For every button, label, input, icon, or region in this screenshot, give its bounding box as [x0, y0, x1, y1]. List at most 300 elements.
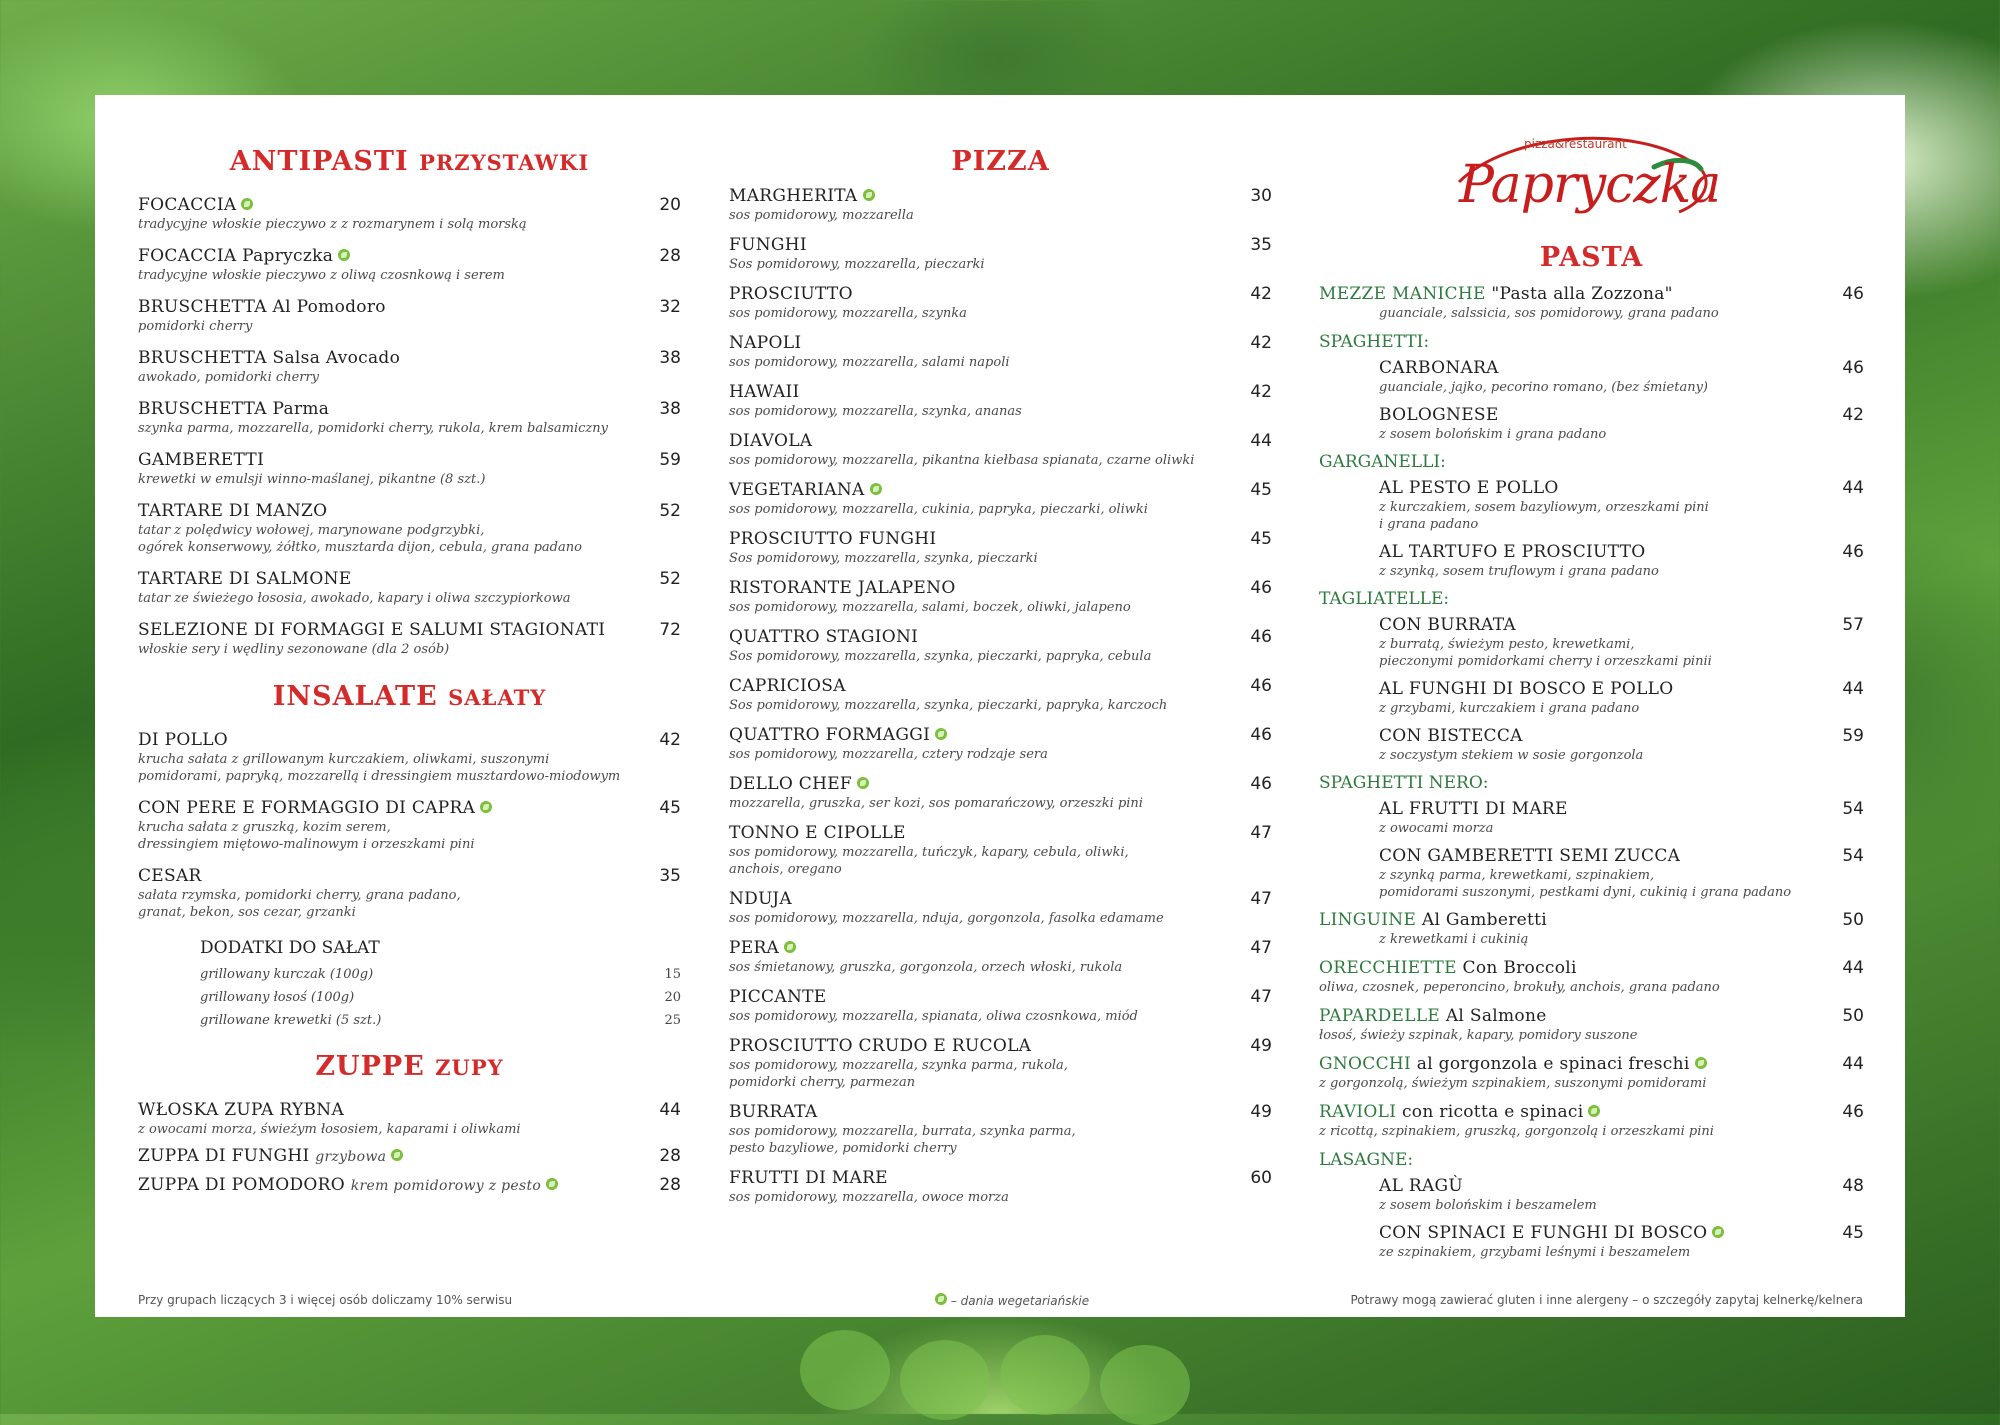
item-name-text: DELLO CHEF: [729, 774, 852, 794]
salad-extra-name: grillowany kurczak (100g): [200, 967, 374, 982]
item-name-text: AL FUNGHI DI BOSCO E POLLO: [1379, 679, 1674, 699]
item-price: 46: [1250, 725, 1272, 745]
vegetarian-leaf-icon: [784, 941, 796, 953]
menu-item: [729, 1167, 1272, 1206]
item-description: Sos pomidorowy, mozzarella, pieczarki: [729, 257, 985, 272]
item-name-text: ZUPPA DI POMODORO: [138, 1175, 346, 1195]
column-middle: [729, 145, 1272, 1216]
menu-item: [138, 1174, 681, 1196]
item-description: z soczystym stekiem w sosie gorgonzola: [1379, 748, 1644, 763]
item-name-text: CON SPINACI E FUNGHI DI BOSCO: [1379, 1223, 1708, 1243]
item-name: [1379, 725, 1824, 747]
item-description: krucha sałata z gruszką, kozim serem, dressingiem miętowo-malinowym i orzeszkami pini: [138, 820, 475, 852]
item-description: tradycyjne włoskie pieczywo z oliwą czosnkową i serem: [138, 268, 505, 283]
item-price: 72: [659, 620, 681, 640]
menu-item: [138, 449, 681, 488]
item-name: [729, 283, 1232, 305]
item-name: [138, 398, 641, 420]
item-name-text: FOCACCIA: [138, 195, 237, 215]
item-name: [1379, 1175, 1824, 1197]
vegetarian-leaf-icon: [1695, 1057, 1707, 1069]
item-price: 38: [659, 348, 681, 368]
pasta-type-label: MEZZE MANICHE: [1319, 284, 1486, 304]
pasta-group-lasagne: LASAGNE:: [1319, 1150, 1414, 1170]
item-price: 44: [1250, 431, 1272, 451]
salad-extra-row: [200, 986, 681, 1009]
item-name-text: con ricotta e spinaci: [1401, 1102, 1584, 1122]
item-name-text: RISTORANTE JALAPENO: [729, 578, 956, 598]
menu-item: [729, 381, 1272, 420]
item-description: awokado, pomidorki cherry: [138, 370, 320, 385]
item-name-text: VEGETARIANA: [729, 480, 865, 500]
zuppe-list: [138, 1099, 681, 1196]
item-description: z ricottą, szpinakiem, gruszką, gorgonzolą i orzeszkami pini: [1319, 1124, 1714, 1139]
item-name: [1319, 1053, 1824, 1075]
item-description: sos pomidorowy, mozzarella, burrata, szynka parma, pesto bazyliowe, pomidorki cherry: [729, 1124, 1076, 1156]
item-name: [729, 185, 1232, 207]
menu-item: [729, 332, 1272, 371]
item-name: [729, 479, 1232, 501]
item-price: 49: [1250, 1102, 1272, 1122]
item-description: z szynką parma, krewetkami, szpinakiem, pomidorami suszonymi, pestkami dyni, cukinią i grana padano: [1379, 868, 1792, 900]
item-name: [729, 1035, 1232, 1057]
item-name: [138, 865, 641, 887]
item-price: 45: [1250, 529, 1272, 549]
antipasti-list: [138, 194, 681, 658]
pasta-item-gnocchi: [1319, 1053, 1864, 1092]
menu-item: [729, 1101, 1272, 1157]
item-name: [1319, 283, 1824, 305]
item-description: pomidorki cherry: [138, 319, 253, 334]
item-name-text: AL PESTO E POLLO: [1379, 478, 1559, 498]
item-inline-desc: grzybowa: [315, 1149, 387, 1165]
item-name-text: MARGHERITA: [729, 186, 858, 206]
item-price: 46: [1842, 358, 1864, 378]
pasta-item-orecchiette: [1319, 957, 1864, 996]
item-description: sos pomidorowy, mozzarella, szynka, ananas: [729, 404, 1022, 419]
pasta-group-tagliatelle: TAGLIATELLE:: [1319, 589, 1450, 609]
item-price: 20: [659, 195, 681, 215]
item-name: [729, 773, 1232, 795]
item-description: Sos pomidorowy, mozzarella, szynka, pieczarki, papryka, cebula: [729, 649, 1152, 664]
item-description: guanciale, jajko, pecorino romano, (bez śmietany): [1379, 380, 1708, 395]
antipasti-title: ANTIPASTI PRZYSTAWKI: [229, 146, 590, 177]
menu-item: [729, 528, 1272, 567]
menu-item: [729, 822, 1272, 878]
pasta-title: PASTA: [1539, 242, 1644, 273]
item-name: [138, 729, 641, 751]
pasta-sub-item: [1319, 541, 1864, 580]
vegetarian-leaf-icon: [391, 1149, 403, 1161]
item-name-text: DI POLLO: [138, 730, 229, 750]
item-price: 57: [1842, 615, 1864, 635]
menu-item: [138, 619, 681, 658]
item-price: 49: [1250, 1036, 1272, 1056]
item-name-text: AL TARTUFO E PROSCIUTTO: [1379, 542, 1646, 562]
pasta-sub-item: [1319, 477, 1864, 533]
item-name-text: Con Broccoli: [1462, 958, 1577, 978]
item-price: 46: [1250, 676, 1272, 696]
item-description: szynka parma, mozzarella, pomidorki cherry, rukola, krem balsamiczny: [138, 421, 608, 436]
item-description: z sosem bolońskim i grana padano: [1379, 427, 1607, 442]
item-price: 30: [1250, 186, 1272, 206]
item-price: 35: [1250, 235, 1272, 255]
item-name-text: BURRATA: [729, 1102, 818, 1122]
item-name-text: PICCANTE: [729, 987, 827, 1007]
item-price: 47: [1250, 987, 1272, 1007]
item-name: [138, 449, 641, 471]
item-name: [138, 194, 641, 216]
menu-item: [729, 479, 1272, 518]
item-price: 32: [659, 297, 681, 317]
menu-item: [138, 347, 681, 386]
menu-item: [729, 626, 1272, 665]
item-price: 52: [659, 501, 681, 521]
item-name-text: AL FRUTTI DI MARE: [1379, 799, 1568, 819]
pasta-group-spaghetti: SPAGHETTI:: [1319, 332, 1430, 352]
item-name-text: PROSCIUTTO CRUDO E RUCOLA: [729, 1036, 1032, 1056]
item-price: 46: [1250, 627, 1272, 647]
item-price: 46: [1842, 1102, 1864, 1122]
item-name: [138, 296, 641, 318]
item-price: 28: [659, 246, 681, 266]
item-description: z kurczakiem, sosem bazyliowym, orzeszkami pini i grana padano: [1379, 500, 1709, 532]
pasta-type-label: GNOCCHI: [1319, 1054, 1412, 1074]
pasta-sub-item: [1319, 357, 1864, 396]
item-name: [729, 234, 1232, 256]
item-price: 46: [1250, 578, 1272, 598]
item-name-text: NDUJA: [729, 889, 792, 909]
item-price: 44: [1842, 679, 1864, 699]
item-name: [729, 626, 1232, 648]
item-description: z sosem bolońskim i beszamelem: [1379, 1198, 1597, 1213]
menu-item: [138, 296, 681, 335]
pasta-item-linguine: [1319, 909, 1864, 948]
item-name-text: HAWAII: [729, 382, 800, 402]
item-name-text: CARBONARA: [1379, 358, 1499, 378]
item-price: 47: [1250, 938, 1272, 958]
item-name-text: FUNGHI: [729, 235, 807, 255]
item-name: [1319, 909, 1824, 931]
menu-item: [138, 1145, 681, 1167]
pasta-type-label: LINGUINE: [1319, 910, 1417, 930]
item-name: [1379, 678, 1824, 700]
pasta-group-garganelli: GARGANELLI:: [1319, 452, 1446, 472]
item-name-text: Al Salmone: [1445, 1006, 1547, 1026]
menu-item: [138, 729, 681, 785]
item-description: łosoś, świeży szpinak, kapary, pomidory suszone: [1319, 1028, 1638, 1043]
item-name-text: CON PERE E FORMAGGIO DI CAPRA: [138, 798, 476, 818]
menu-item: [729, 986, 1272, 1025]
item-name-text: AL RAGÙ: [1379, 1176, 1464, 1196]
item-name-text: Al Gamberetti: [1421, 910, 1547, 930]
column-right: [1319, 137, 1864, 1269]
background-pea: [1100, 1345, 1190, 1425]
item-name: [1319, 1005, 1824, 1027]
item-description: sos pomidorowy, mozzarella: [729, 208, 914, 223]
menu-sheet: [95, 95, 1905, 1317]
item-name-text: BRUSCHETTA Salsa Avocado: [138, 348, 401, 368]
vegetarian-leaf-icon: [1712, 1226, 1724, 1238]
pasta-type-label: PAPARDELLE: [1319, 1006, 1441, 1026]
item-name-text: NAPOLI: [729, 333, 802, 353]
item-description: krucha sałata z grillowanym kurczakiem, oliwkami, suszonymi pomidorami, papryką, mozzarellą i dressingiem musztardowo-miodowym: [138, 752, 621, 784]
item-description: sałata rzymska, pomidorki cherry, grana padano, granat, bekon, sos cezar, grzanki: [138, 888, 461, 920]
item-name-text: al gorgonzola e spinaci freschi: [1416, 1054, 1690, 1074]
item-name: [1319, 1101, 1824, 1123]
item-name: [138, 568, 641, 590]
menu-item: [138, 797, 681, 853]
pasta-sub-item: [1319, 845, 1864, 901]
item-price: 28: [659, 1146, 681, 1166]
item-price: 42: [1250, 382, 1272, 402]
item-name: [138, 347, 641, 369]
item-description: sos pomidorowy, mozzarella, szynka: [729, 306, 967, 321]
item-description: sos pomidorowy, mozzarella, tuńczyk, kapary, cebula, oliwki, anchois, oregano: [729, 845, 1129, 877]
item-name-text: CON GAMBERETTI SEMI ZUCCA: [1379, 846, 1681, 866]
pasta-type-label: RAVIOLI: [1319, 1102, 1397, 1122]
item-name: [138, 1174, 641, 1196]
item-price: 38: [659, 399, 681, 419]
pasta-sub-item: [1319, 1175, 1864, 1214]
column-left: [138, 145, 681, 1203]
item-name: [138, 1145, 641, 1167]
insalate-title: INSALATE SAŁATY: [272, 681, 547, 712]
footer-service-note: Przy grupach liczących 3 i więcej osób doliczamy 10% serwisu: [138, 1293, 513, 1307]
item-description: z krewetkami i cukinią: [1379, 932, 1529, 947]
pasta-sub-item: [1319, 404, 1864, 443]
item-name-text: BRUSCHETTA Al Pomodoro: [138, 297, 386, 317]
pasta-sub-item: [1319, 725, 1864, 764]
item-price: 28: [659, 1175, 681, 1195]
item-price: 35: [659, 866, 681, 886]
item-description: sos pomidorowy, mozzarella, szynka parma, rukola, pomidorki cherry, parmezan: [729, 1058, 1068, 1090]
menu-item: [138, 398, 681, 437]
footer-allergen-note: Potrawy mogą zawierać gluten i inne alergeny – o szczegóły zapytaj kelnerkę/kelnera: [1350, 1293, 1863, 1307]
salad-extra-name: grillowane krewetki (5 szt.): [200, 1013, 382, 1028]
item-price: 46: [1842, 542, 1864, 562]
item-description: tatar ze świeżego łososia, awokado, kapary i oliwa szczypiorkowa: [138, 591, 571, 606]
vegetarian-leaf-icon: [546, 1178, 558, 1190]
vegetarian-leaf-icon: [480, 801, 492, 813]
pasta-sub-item: [1319, 1222, 1864, 1261]
item-price: 50: [1842, 1006, 1864, 1026]
vegetarian-leaf-icon: [863, 189, 875, 201]
item-name: [1379, 541, 1824, 563]
item-price: 42: [1250, 333, 1272, 353]
menu-item: [729, 888, 1272, 927]
item-description: z owocami morza, świeżym łososiem, kaparami i oliwkami: [138, 1122, 521, 1137]
item-price: 48: [1842, 1176, 1864, 1196]
item-name-text: CON BURRATA: [1379, 615, 1516, 635]
item-description: tradycyjne włoskie pieczywo z z rozmarynem i solą morską: [138, 217, 527, 232]
item-name-text: DIAVOLA: [729, 431, 813, 451]
item-price: 54: [1842, 799, 1864, 819]
item-name: [729, 430, 1232, 452]
item-name-text: ZUPPA DI FUNGHI: [138, 1146, 310, 1166]
item-name-text: CESAR: [138, 866, 202, 886]
item-description: mozzarella, gruszka, ser kozi, sos pomarańczowy, orzeszki pini: [729, 796, 1143, 811]
item-price: 42: [1250, 284, 1272, 304]
item-price: 59: [1842, 726, 1864, 746]
menu-item: [729, 185, 1272, 224]
pasta-type-label: ORECCHIETTE: [1319, 958, 1457, 978]
item-description: Sos pomidorowy, mozzarella, szynka, pieczarki, papryka, karczoch: [729, 698, 1168, 713]
item-description: krewetki w emulsji winno-maślanej, pikantne (8 szt.): [138, 472, 486, 487]
item-description: ze szpinakiem, grzybami leśnymi i beszamelem: [1379, 1245, 1691, 1260]
item-name-text: PROSCIUTTO FUNGHI: [729, 529, 937, 549]
item-price: 46: [1250, 774, 1272, 794]
item-description: sos pomidorowy, mozzarella, cukinia, papryka, pieczarki, oliwki: [729, 502, 1148, 517]
item-description: sos pomidorowy, mozzarella, salami, boczek, oliwki, jalapeno: [729, 600, 1131, 615]
item-name: [138, 1099, 641, 1121]
item-name: [729, 528, 1232, 550]
item-description: sos pomidorowy, mozzarella, pikantna kiełbasa spianata, czarne oliwki: [729, 453, 1195, 468]
pasta-sub-item: [1319, 798, 1864, 837]
item-name-text: BOLOGNESE: [1379, 405, 1499, 425]
pasta-item-mezze: [1319, 283, 1864, 322]
logo-name: Papryczka: [1459, 155, 1721, 215]
pizza-title: PIZZA: [951, 146, 1050, 177]
menu-item: [138, 568, 681, 607]
item-description: z szynką, sosem truflowym i grana padano: [1379, 564, 1659, 579]
item-name-text: PROSCIUTTO: [729, 284, 853, 304]
pasta-item-ravioli: [1319, 1101, 1864, 1140]
item-description: sos pomidorowy, mozzarella, salami napoli: [729, 355, 1010, 370]
item-price: 47: [1250, 889, 1272, 909]
insalate-list: [138, 729, 681, 921]
item-price: 42: [1842, 405, 1864, 425]
item-name-text: "Pasta alla Zozzona": [1491, 284, 1673, 304]
item-name-text: CON BISTECCA: [1379, 726, 1523, 746]
menu-item: [729, 773, 1272, 812]
item-name-text: SELEZIONE DI FORMAGGI E SALUMI STAGIONATI: [138, 620, 606, 640]
item-name-text: GAMBERETTI: [138, 450, 265, 470]
background-pea: [1000, 1335, 1090, 1415]
item-name-text: FOCACCIA Papryczka: [138, 246, 334, 266]
menu-item: [138, 194, 681, 233]
item-description: sos pomidorowy, mozzarella, cztery rodzaje sera: [729, 747, 1048, 762]
item-name: [1319, 957, 1824, 979]
pasta-item-pappardelle: [1319, 1005, 1864, 1044]
item-name: [729, 381, 1232, 403]
item-description: z burratą, świeżym pesto, krewetkami, pieczonymi pomidorkami cherry i orzeszkami pinii: [1379, 637, 1712, 669]
item-name: [729, 724, 1232, 746]
item-name: [138, 245, 641, 267]
item-name: [729, 888, 1232, 910]
salad-extra-row: [200, 963, 681, 986]
item-description: sos pomidorowy, mozzarella, owoce morza: [729, 1190, 1009, 1205]
menu-item: [729, 577, 1272, 616]
item-name-text: QUATTRO FORMAGGI: [729, 725, 931, 745]
item-inline-desc: krem pomidorowy z pesto: [350, 1178, 542, 1194]
item-name: [729, 822, 1232, 844]
salad-extra-price: 25: [664, 1013, 681, 1028]
vegetarian-leaf-icon: [935, 1293, 947, 1305]
item-description: guanciale, salssicia, sos pomidorowy, grana padano: [1379, 306, 1719, 321]
pasta-list: [1319, 283, 1864, 1261]
background-pea: [900, 1340, 990, 1420]
item-name: [138, 619, 641, 641]
item-price: 54: [1842, 846, 1864, 866]
item-price: 42: [659, 730, 681, 750]
item-name-text: PERA: [729, 938, 780, 958]
pizza-list: [729, 185, 1272, 1206]
item-name: [1379, 845, 1824, 867]
salad-extras-title: DODATKI DO SAŁAT: [200, 938, 380, 958]
menu-item: [138, 500, 681, 556]
menu-item: [138, 865, 681, 921]
vegetarian-leaf-icon: [338, 249, 350, 261]
item-price: 60: [1250, 1168, 1272, 1188]
item-name-text: QUATTRO STAGIONI: [729, 627, 919, 647]
item-price: 45: [1842, 1223, 1864, 1243]
vegetarian-leaf-icon: [870, 483, 882, 495]
item-description: tatar z polędwicy wołowej, marynowane podgrzybki, ogórek konserwowy, żółtko, musztarda dijon, cebula, grana padano: [138, 523, 582, 555]
item-name: [1379, 357, 1824, 379]
item-name: [138, 500, 641, 522]
pasta-sub-item: [1319, 678, 1864, 717]
item-price: 44: [1842, 1054, 1864, 1074]
item-name-text: TONNO E CIPOLLE: [729, 823, 906, 843]
pasta-sub-item: [1319, 614, 1864, 670]
menu-item: [729, 430, 1272, 469]
item-name: [1379, 798, 1824, 820]
salad-extra-price: 20: [664, 990, 681, 1005]
item-name: [729, 675, 1232, 697]
menu-item: [729, 675, 1272, 714]
item-description: z gorgonzolą, świeżym szpinakiem, suszonymi pomidorami: [1319, 1076, 1707, 1091]
item-price: 50: [1842, 910, 1864, 930]
item-name-text: TARTARE DI SALMONE: [138, 569, 352, 589]
item-name: [1379, 614, 1824, 636]
footer-veg-legend: – dania wegetariańskie: [930, 1293, 1089, 1308]
item-price: 44: [1842, 958, 1864, 978]
item-name: [729, 1167, 1232, 1189]
item-name: [729, 332, 1232, 354]
item-description: sos pomidorowy, mozzarella, nduja, gorgonzola, fasolka edamame: [729, 911, 1164, 926]
vegetarian-leaf-icon: [935, 728, 947, 740]
item-name-text: WŁOSKA ZUPA RYBNA: [138, 1100, 345, 1120]
vegetarian-leaf-icon: [1588, 1105, 1600, 1117]
vegetarian-leaf-icon: [241, 198, 253, 210]
item-name: [138, 797, 641, 819]
item-name-text: TARTARE DI MANZO: [138, 501, 328, 521]
item-description: z grzybami, kurczakiem i grana padano: [1379, 701, 1640, 716]
item-name: [1379, 477, 1824, 499]
item-name: [729, 577, 1232, 599]
salad-extra-price: 15: [664, 967, 681, 982]
item-description: z owocami morza: [1379, 821, 1494, 836]
logo-subtitle: pizza&restaurant: [1524, 137, 1627, 151]
item-description: włoskie sery i wędliny sezonowane (dla 2 osób): [138, 642, 450, 657]
menu-item: [729, 937, 1272, 976]
item-price: 47: [1250, 823, 1272, 843]
item-price: 44: [659, 1100, 681, 1120]
item-name-text: BRUSCHETTA Parma: [138, 399, 330, 419]
item-price: 46: [1842, 284, 1864, 304]
item-description: oliwa, czosnek, peperoncino, brokuły, anchois, grana padano: [1319, 980, 1720, 995]
item-price: 45: [1250, 480, 1272, 500]
menu-item: [138, 245, 681, 284]
menu-item: [729, 234, 1272, 273]
item-price: 59: [659, 450, 681, 470]
item-description: sos pomidorowy, mozzarella, spianata, oliwa czosnkowa, miód: [729, 1009, 1138, 1024]
salad-extras: [200, 937, 681, 1032]
background-pea: [800, 1330, 890, 1410]
menu-item: [729, 1035, 1272, 1091]
item-name: [729, 937, 1232, 959]
